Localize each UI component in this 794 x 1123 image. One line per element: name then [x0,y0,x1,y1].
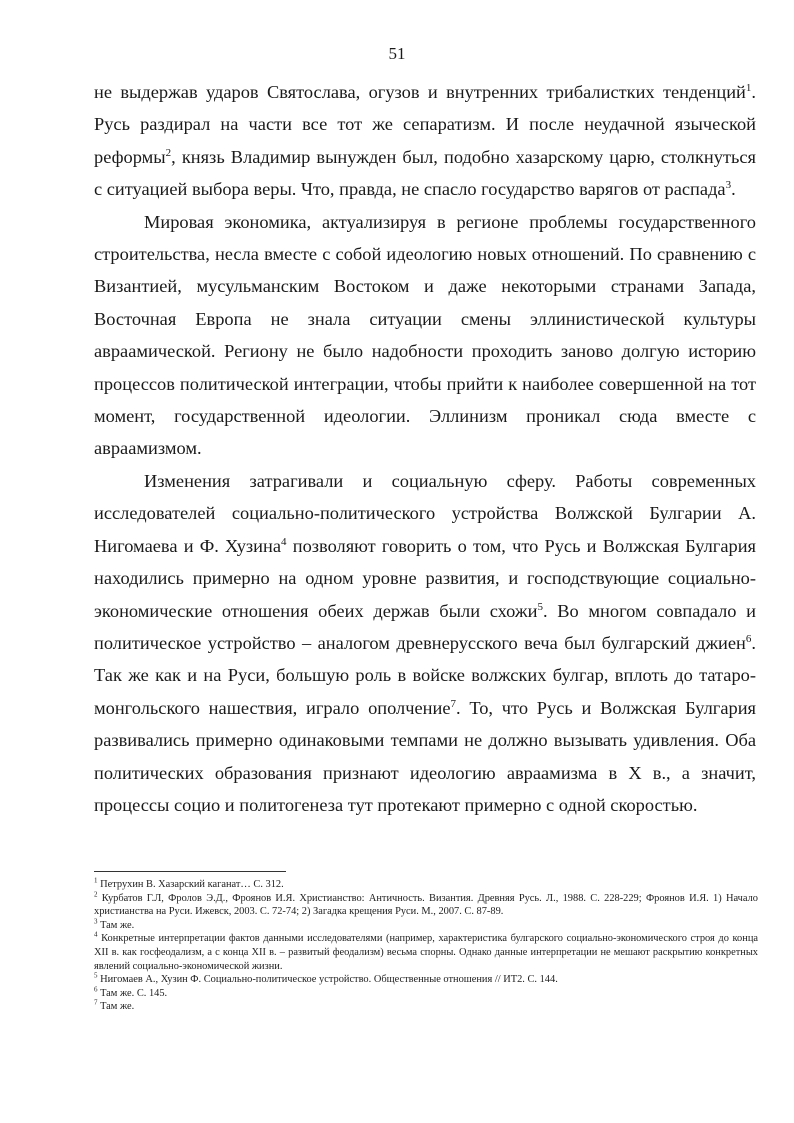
paragraph-1 [94,76,756,206]
text-run: . Так же как и на Руси, большую роль в войске волжских булгар, вплоть до татаро-монгольского нашествия, играло ополчение [94,632,756,718]
text-run: . [731,179,736,200]
footnote-3 [94,919,758,933]
footnote-7 [94,1000,758,1014]
footnote-4 [94,932,758,973]
text-run: Мировая экономика, актуализируя в регионе проблемы государственного строительства, несла вместе с собой идеологию новых отношений. По сравнению с Византией, мусульманским Востоком и даже некоторыми странами Запада, Восточная Европа не знала ситуации смены эллинистической культуры авраамической. Региону не было надобности проходить заново долгую историю процессов политической интеграции, чтобы прийти к наиболее совершенной на тот момент, государственной идеологии. Эллинизм проникал сюда вместе с авраамизмом. [94,211,756,459]
footnote-number: 6 [94,985,98,994]
text-run: не выдержав ударов Святослава, огузов и внутренних трибалистких тенденций [94,82,746,102]
footnote-1 [94,878,758,892]
text-run: . Русь раздирал на части все тот же сепаратизм. И после неудачной языческой реформы [94,82,756,167]
text-run: . То, что Русь и Волжская Булгария развивались примерно одинаковыми темпами не должно вызывать удивления. Оба политических образования признают идеологию авраамизма в X в., а значит, процессы социо и политогенеза тут протекают примерно с одной скоростью. [94,697,756,815]
body-text [94,76,756,821]
page-number: 51 [388,44,406,63]
footnote-text: Там же. [97,919,135,931]
footnote-text: Там же. [97,1001,135,1013]
footnote-ref-7[interactable]: 7 [450,697,456,710]
footnote-ref-6[interactable]: 6 [745,632,752,645]
footnote-number: 7 [94,998,98,1007]
text-run: , князь Владимир вынужден был, подобно хазарскому царю, столкнуться с ситуацией выбора веры. Что, правда, не спасло государство варягов от распада [94,146,756,200]
footnote-ref-2[interactable]: 2 [165,146,172,159]
footnote-text: Петрухин В. Хазарский каганат… С. 312. [97,879,284,890]
footnote-text: Нигомаев А., Хузин Ф. Социально-политическое устройство. Общественные отношения // ИТ2. С. 144. [97,974,558,986]
footnote-2 [94,892,758,919]
text-run: . Во многом совпадало и политическое устройство – аналогом древнерусского веча был булгарский джиен [94,600,757,653]
footnote-number: 5 [94,971,98,980]
footnote-text: Конкретные интерпретации фактов данными исследователями (например, характеристика булгарского социально-экономического строя до конца XII в. как госфеодализм, а с конца XII в. – развитый феодализм) весьма спорны. Однако данные интерпретации не мешают раскрытию конкретных явлений социально-экономической жизни. [94,933,758,972]
text-run: позволяют говорить о том, что Русь и Волжская Булгария находились примерно на одном уровне развития, и господствующие социально-экономические отношения обеих держав были схожи [94,535,756,621]
footnote-number: 2 [94,890,98,899]
footnote-text: Курбатов Г.Л, Фролов Э.Д., Фроянов И.Я. Христианство: Античность. Византия. Древняя Русь. Л., 1988. С. 228-229; Фроянов И.Я. 1) Начало христианства на Руси. Ижевск, 2003. С. 72-74; 2) Загадка крещения Руси. М., 2007. С. 87-89. [94,892,758,918]
footnote-number: 1 [94,876,98,885]
footnote-ref-4[interactable]: 4 [281,535,287,548]
footnote-ref-5[interactable]: 5 [537,600,543,613]
footnote-separator [94,871,286,872]
footnote-text: Там же. С. 145. [97,987,168,999]
paragraph-2 [94,206,756,465]
footnote-5 [94,973,758,987]
footnote-ref-1[interactable]: 1 [745,81,752,94]
footnote-6 [94,987,758,1001]
footnote-number: 3 [94,917,98,926]
text-run: Изменения затрагивали и социальную сферу. Работы современных исследователей социально-политического устройства Волжской Булгарии А. Нигомаева и Ф. Хузина [94,470,756,556]
footnote-ref-3[interactable]: 3 [725,179,732,192]
footnotes [94,878,758,1014]
footnote-number: 4 [94,930,98,939]
paragraph-3 [94,465,756,821]
